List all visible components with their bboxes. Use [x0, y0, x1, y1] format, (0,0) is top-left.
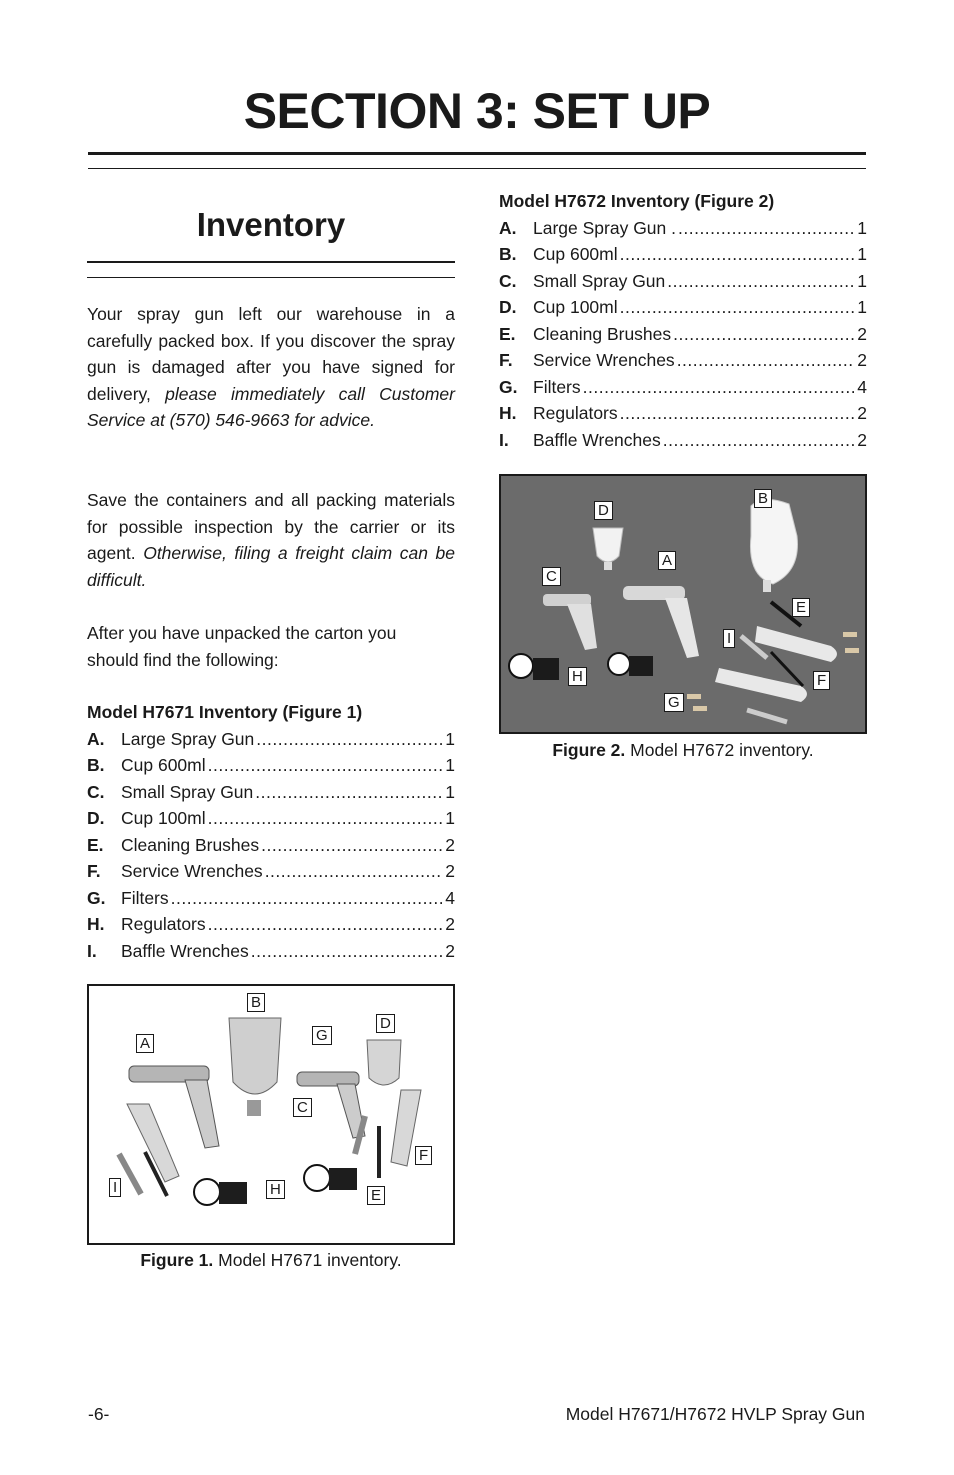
- item-qty: 1: [445, 781, 455, 802]
- list-item: [87, 779, 455, 806]
- item-qty: 2: [857, 350, 867, 370]
- list-item: [87, 858, 455, 885]
- paragraph-damage-text: Your spray gun left our warehouse in a carefully packed box. If you discover the spray gun is damaged after you have signed for delivery,: [87, 304, 455, 404]
- item-name: Regulators: [533, 403, 618, 423]
- item-qty: 2: [445, 861, 455, 881]
- section-title: SECTION 3: SET UP: [243, 83, 711, 139]
- list-item: [499, 427, 867, 454]
- item-qty: 2: [857, 403, 867, 423]
- item-letter: A.: [87, 728, 105, 749]
- item-letter: C.: [87, 781, 105, 802]
- callout-i: I: [723, 629, 735, 648]
- callout-d: D: [594, 501, 613, 520]
- list-item: [87, 911, 455, 938]
- item-letter: B.: [499, 244, 517, 264]
- list-item: [499, 347, 867, 374]
- item-name: Filters: [121, 887, 169, 908]
- inventory-h7671-list: [87, 726, 455, 965]
- leader-dots: [261, 832, 443, 859]
- figure-1-caption: [87, 1250, 455, 1271]
- inventory-h7671: [87, 699, 455, 964]
- item-qty: 2: [445, 914, 455, 934]
- list-item: [87, 805, 455, 832]
- paragraph-containers: [87, 487, 455, 593]
- item-letter: E.: [499, 323, 516, 344]
- item-qty: 2: [857, 323, 867, 344]
- leader-dots: [583, 374, 856, 401]
- list-item: [87, 726, 455, 753]
- item-letter: G.: [87, 887, 106, 908]
- list-item: [87, 938, 455, 965]
- item-qty: 1: [445, 755, 455, 775]
- item-qty: 1: [857, 217, 867, 238]
- list-item: [499, 215, 867, 242]
- leader-dots: [256, 726, 443, 753]
- leader-dots: [678, 215, 855, 242]
- callout-e: E: [367, 1186, 385, 1205]
- item-name: Cup 600ml: [533, 244, 618, 264]
- paragraph-containers-text: Save the containers and all packing materials for possible inspection by the carrier or its agent.: [87, 490, 455, 563]
- item-name: Small Spray Gun: [533, 270, 666, 291]
- item-letter: D.: [87, 808, 105, 828]
- callout-d: D: [376, 1014, 395, 1033]
- leader-dots: [208, 805, 444, 832]
- item-qty: 1: [857, 244, 867, 264]
- callout-g: G: [312, 1026, 332, 1045]
- item-name: Large Spray Gun: [121, 728, 255, 749]
- leader-dots: [620, 294, 856, 321]
- list-item: [499, 241, 867, 268]
- item-name: Cleaning Brushes: [121, 834, 260, 855]
- item-letter: E.: [87, 834, 104, 855]
- paragraph-unpacked: After you have unpacked the carton you should find the following:: [87, 623, 397, 670]
- item-letter: F.: [87, 861, 101, 881]
- callout-f: F: [813, 671, 830, 690]
- leader-dots: [677, 347, 856, 374]
- item-name: Service Wrenches: [533, 350, 675, 370]
- figure-1-caption-label: Figure 1.: [140, 1250, 214, 1270]
- item-letter: I.: [87, 940, 97, 961]
- item-letter: H.: [499, 403, 517, 423]
- figure-1-caption-text: Model H7671 inventory.: [218, 1250, 402, 1270]
- figure-2-photo: [499, 474, 867, 734]
- paragraph-damage-italic: please immediately call Customer Service at (570) 546-9663 for advice.: [87, 383, 455, 430]
- callout-g: G: [664, 693, 684, 712]
- item-qty: 1: [857, 297, 867, 317]
- callout-a: A: [136, 1034, 154, 1053]
- list-item: [87, 832, 455, 859]
- item-qty: 2: [857, 429, 867, 450]
- callout-b: B: [754, 489, 772, 508]
- item-letter: D.: [499, 297, 517, 317]
- callout-c: C: [542, 567, 561, 586]
- paragraph-damage: [87, 301, 455, 434]
- item-letter: B.: [87, 755, 105, 775]
- item-name: Regulators: [121, 914, 206, 934]
- title-rule-thick: [88, 152, 866, 155]
- item-name: Small Spray Gun: [121, 781, 254, 802]
- leader-dots: [663, 427, 856, 454]
- item-letter: G.: [499, 376, 518, 397]
- paragraph-containers-italic: Otherwise, filing a freight claim can be difficult.: [87, 543, 455, 590]
- list-item: [87, 885, 455, 912]
- inventory-h7672-title: Model H7672 Inventory (Figure 2): [499, 191, 775, 211]
- figure-1-illustration: [89, 986, 453, 1243]
- list-item: [499, 321, 867, 348]
- figure-2-caption-text: Model H7672 inventory.: [630, 740, 814, 760]
- list-item: [87, 752, 455, 779]
- list-item: [499, 400, 867, 427]
- leader-dots: [265, 858, 444, 885]
- item-letter: A.: [499, 217, 517, 238]
- item-letter: F.: [499, 350, 513, 370]
- item-qty: 1: [857, 270, 867, 291]
- item-name: Cup 100ml: [121, 808, 206, 828]
- inventory-heading: Inventory: [196, 206, 346, 243]
- item-name: Large Spray Gun .: [533, 217, 676, 238]
- heading-rule-thick: [87, 261, 455, 263]
- footer-model: Model H7671/H7672 HVLP Spray Gun: [565, 1404, 865, 1424]
- leader-dots: [208, 911, 444, 938]
- leader-dots: [620, 241, 856, 268]
- callout-h: H: [266, 1180, 285, 1199]
- item-qty: 1: [445, 808, 455, 828]
- callout-f: F: [415, 1146, 432, 1165]
- item-qty: 2: [445, 834, 455, 855]
- inventory-h7671-title: Model H7671 Inventory (Figure 1): [87, 702, 363, 722]
- leader-dots: [255, 779, 443, 806]
- inventory-h7672: [499, 188, 867, 453]
- leader-dots: [620, 400, 856, 427]
- leader-dots: [208, 752, 444, 779]
- item-letter: C.: [499, 270, 517, 291]
- item-qty: 2: [445, 940, 455, 961]
- callout-e: E: [792, 598, 810, 617]
- item-name: Cup 100ml: [533, 297, 618, 317]
- item-name: Service Wrenches: [121, 861, 263, 881]
- callout-h: H: [568, 667, 587, 686]
- title-rule-thin: [88, 168, 866, 169]
- list-item: [499, 294, 867, 321]
- leader-dots: [667, 268, 855, 295]
- callout-b: B: [247, 993, 265, 1012]
- page-number: -6-: [88, 1404, 110, 1424]
- leader-dots: [673, 321, 855, 348]
- callout-i: I: [109, 1178, 121, 1197]
- item-name: Cleaning Brushes: [533, 323, 672, 344]
- heading-rule-thin: [87, 277, 455, 278]
- item-letter: H.: [87, 914, 105, 934]
- item-name: Filters: [533, 376, 581, 397]
- figure-2-caption: [499, 740, 867, 761]
- list-item: [499, 268, 867, 295]
- figure-2-caption-label: Figure 2.: [552, 740, 626, 760]
- list-item: [499, 374, 867, 401]
- item-name: Baffle Wrenches: [121, 940, 249, 961]
- leader-dots: [251, 938, 444, 965]
- leader-dots: [171, 885, 444, 912]
- callout-a: A: [658, 551, 676, 570]
- item-letter: I.: [499, 429, 509, 450]
- callout-c: C: [293, 1098, 312, 1117]
- item-qty: 1: [445, 728, 455, 749]
- figure-1-photo: [87, 984, 455, 1245]
- item-qty: 4: [857, 376, 867, 397]
- item-name: Baffle Wrenches: [533, 429, 661, 450]
- inventory-h7672-list: [499, 215, 867, 454]
- item-name: Cup 600ml: [121, 755, 206, 775]
- item-qty: 4: [445, 887, 455, 908]
